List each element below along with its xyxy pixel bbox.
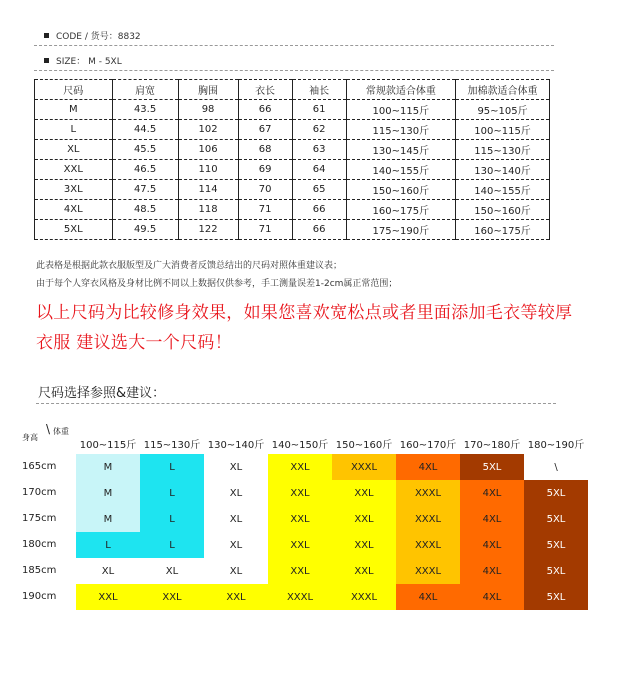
size-cell: XXXL (396, 558, 460, 584)
column-header: 肩宽 (112, 80, 178, 100)
size-cell: XL (204, 558, 268, 584)
table-row (35, 160, 550, 180)
table-cell: 130~145斤 (346, 140, 455, 160)
divider (34, 45, 554, 46)
size-cell: XXXL (268, 584, 332, 610)
table-cell: 160~175斤 (346, 200, 455, 220)
table-cell: 45.5 (112, 140, 178, 160)
table-row (35, 200, 550, 220)
size-cell: 4XL (460, 558, 524, 584)
size-cell: 4XL (460, 480, 524, 506)
table-cell: 100~115斤 (456, 120, 550, 140)
weight-header: 170~180斤 (463, 440, 521, 451)
size-cell: L (140, 454, 204, 480)
table-cell: 115~130斤 (346, 120, 455, 140)
size-text: SIZE： M - 5XL (56, 57, 122, 67)
size-cell: XXXL (332, 454, 396, 480)
table-cell: 175~190斤 (346, 220, 455, 240)
size-cell: L (76, 532, 140, 558)
size-cell: XXL (204, 584, 268, 610)
size-cell: XXXL (396, 506, 460, 532)
height-label: 175cm (22, 513, 57, 524)
size-cell: XXL (332, 532, 396, 558)
table-cell: 106 (178, 140, 238, 160)
table-cell: 43.5 (112, 100, 178, 120)
table-cell: 100~115斤 (346, 100, 455, 120)
size-cell: L (140, 506, 204, 532)
size-cell: 5XL (524, 558, 588, 584)
size-cell: XXL (140, 584, 204, 610)
size-cell: 5XL (524, 532, 588, 558)
warning-text: 以上尺码为比较修身效果，如果您喜欢宽松点或者里面添加毛衣等较厚 (36, 303, 573, 323)
size-cell: M (76, 454, 140, 480)
table-cell: 150~160斤 (346, 180, 455, 200)
note-line: 由于每个人穿衣风格及身材比例不同以上数据仅供参考，手工测量误差1-2cm属正常范围； (36, 279, 398, 289)
weight-header: 140~150斤 (271, 440, 329, 451)
size-cell: XXXL (396, 532, 460, 558)
size-table (34, 79, 550, 240)
table-cell: 110 (178, 160, 238, 180)
table-cell: 69 (238, 160, 292, 180)
size-cell: 4XL (460, 506, 524, 532)
warning-text: 衣服 建议选大一个尺码！ (36, 333, 233, 353)
table-cell: 140~155斤 (346, 160, 455, 180)
size-cell: L (140, 480, 204, 506)
bullet-icon (44, 33, 49, 38)
table-cell: 62 (292, 120, 346, 140)
code-line (44, 29, 141, 42)
corner-divider: \ (46, 422, 51, 436)
size-cell: XL (204, 506, 268, 532)
table-cell: 3XL (35, 180, 113, 200)
height-label: 180cm (22, 539, 57, 550)
size-cell: XXL (268, 506, 332, 532)
size-cell: XL (76, 558, 140, 584)
table-cell: 95~105斤 (456, 100, 550, 120)
table-cell: 98 (178, 100, 238, 120)
table-row (35, 140, 550, 160)
table-cell: 48.5 (112, 200, 178, 220)
size-cell: XXL (332, 558, 396, 584)
size-cell: 4XL (460, 584, 524, 610)
table-header-row (35, 80, 550, 100)
size-cell: XXL (332, 506, 396, 532)
size-cell: M (76, 506, 140, 532)
bullet-icon (44, 58, 49, 63)
table-cell: 61 (292, 100, 346, 120)
size-cell: XXL (332, 480, 396, 506)
size-cell: XXL (268, 558, 332, 584)
size-cell: XXXL (396, 480, 460, 506)
table-row (35, 100, 550, 120)
table-cell: 140~155斤 (456, 180, 550, 200)
size-cell: XXL (268, 454, 332, 480)
table-cell: 114 (178, 180, 238, 200)
table-cell: 70 (238, 180, 292, 200)
size-line (44, 54, 122, 67)
height-label: 165cm (22, 461, 57, 472)
column-header: 加棉款适合体重 (456, 80, 550, 100)
table-cell: 5XL (35, 220, 113, 240)
table-cell: 66 (292, 220, 346, 240)
table-cell: XXL (35, 160, 113, 180)
table-cell: 67 (238, 120, 292, 140)
corner-weight-label: 体重 (53, 427, 69, 436)
corner-height-label: 身高 (22, 433, 38, 442)
divider (36, 403, 556, 404)
size-cell: XXL (268, 532, 332, 558)
size-cell: 4XL (396, 454, 460, 480)
table-cell: 68 (238, 140, 292, 160)
table-cell: 130~140斤 (456, 160, 550, 180)
table-cell: 63 (292, 140, 346, 160)
column-header: 尺码 (35, 80, 113, 100)
table-cell: 66 (292, 200, 346, 220)
table-cell: XL (35, 140, 113, 160)
table-row (35, 120, 550, 140)
size-cell: XL (204, 454, 268, 480)
column-header: 胸围 (178, 80, 238, 100)
size-cell: M (76, 480, 140, 506)
size-cell: 5XL (524, 584, 588, 610)
divider (34, 70, 554, 71)
size-cell: L (140, 532, 204, 558)
column-header: 常规款适合体重 (346, 80, 455, 100)
size-cell: \ (524, 454, 588, 480)
weight-header: 130~140斤 (207, 440, 265, 451)
table-cell: 71 (238, 220, 292, 240)
weight-header: 150~160斤 (335, 440, 393, 451)
size-cell: XL (204, 532, 268, 558)
table-cell: 160~175斤 (456, 220, 550, 240)
table-cell: 47.5 (112, 180, 178, 200)
table-row (35, 220, 550, 240)
table-cell: 150~160斤 (456, 200, 550, 220)
size-cell: XL (140, 558, 204, 584)
weight-header: 160~170斤 (399, 440, 457, 451)
column-header: 袖长 (292, 80, 346, 100)
table-cell: M (35, 100, 113, 120)
column-header: 衣长 (238, 80, 292, 100)
height-label: 185cm (22, 565, 57, 576)
height-label: 190cm (22, 591, 57, 602)
table-cell: 65 (292, 180, 346, 200)
table-cell: 46.5 (112, 160, 178, 180)
size-cell: XXXL (332, 584, 396, 610)
size-cell: 5XL (460, 454, 524, 480)
size-cell: XL (204, 480, 268, 506)
size-cell: 5XL (524, 480, 588, 506)
table-cell: 66 (238, 100, 292, 120)
table-row (35, 180, 550, 200)
size-cell: 4XL (396, 584, 460, 610)
code-text: CODE / 货号：8832 (56, 32, 141, 42)
weight-header: 180~190斤 (527, 440, 585, 451)
note-line: 此表格是根据此款衣服版型及广大消费者反馈总结出的尺码对照体重建议表； (36, 261, 343, 271)
table-cell: 102 (178, 120, 238, 140)
table-cell: 49.5 (112, 220, 178, 240)
table-cell: 44.5 (112, 120, 178, 140)
table-cell: 122 (178, 220, 238, 240)
table-cell: 115~130斤 (456, 140, 550, 160)
size-cell: 4XL (460, 532, 524, 558)
table-cell: 118 (178, 200, 238, 220)
size-cell: XXL (268, 480, 332, 506)
weight-header: 100~115斤 (79, 440, 137, 451)
size-cell: XXL (76, 584, 140, 610)
table-cell: 4XL (35, 200, 113, 220)
weight-header: 115~130斤 (143, 440, 201, 451)
table-cell: 71 (238, 200, 292, 220)
size-cell: 5XL (524, 506, 588, 532)
height-label: 170cm (22, 487, 57, 498)
section-title: 尺码选择参照&建议： (38, 386, 166, 401)
table-cell: L (35, 120, 113, 140)
table-cell: 64 (292, 160, 346, 180)
